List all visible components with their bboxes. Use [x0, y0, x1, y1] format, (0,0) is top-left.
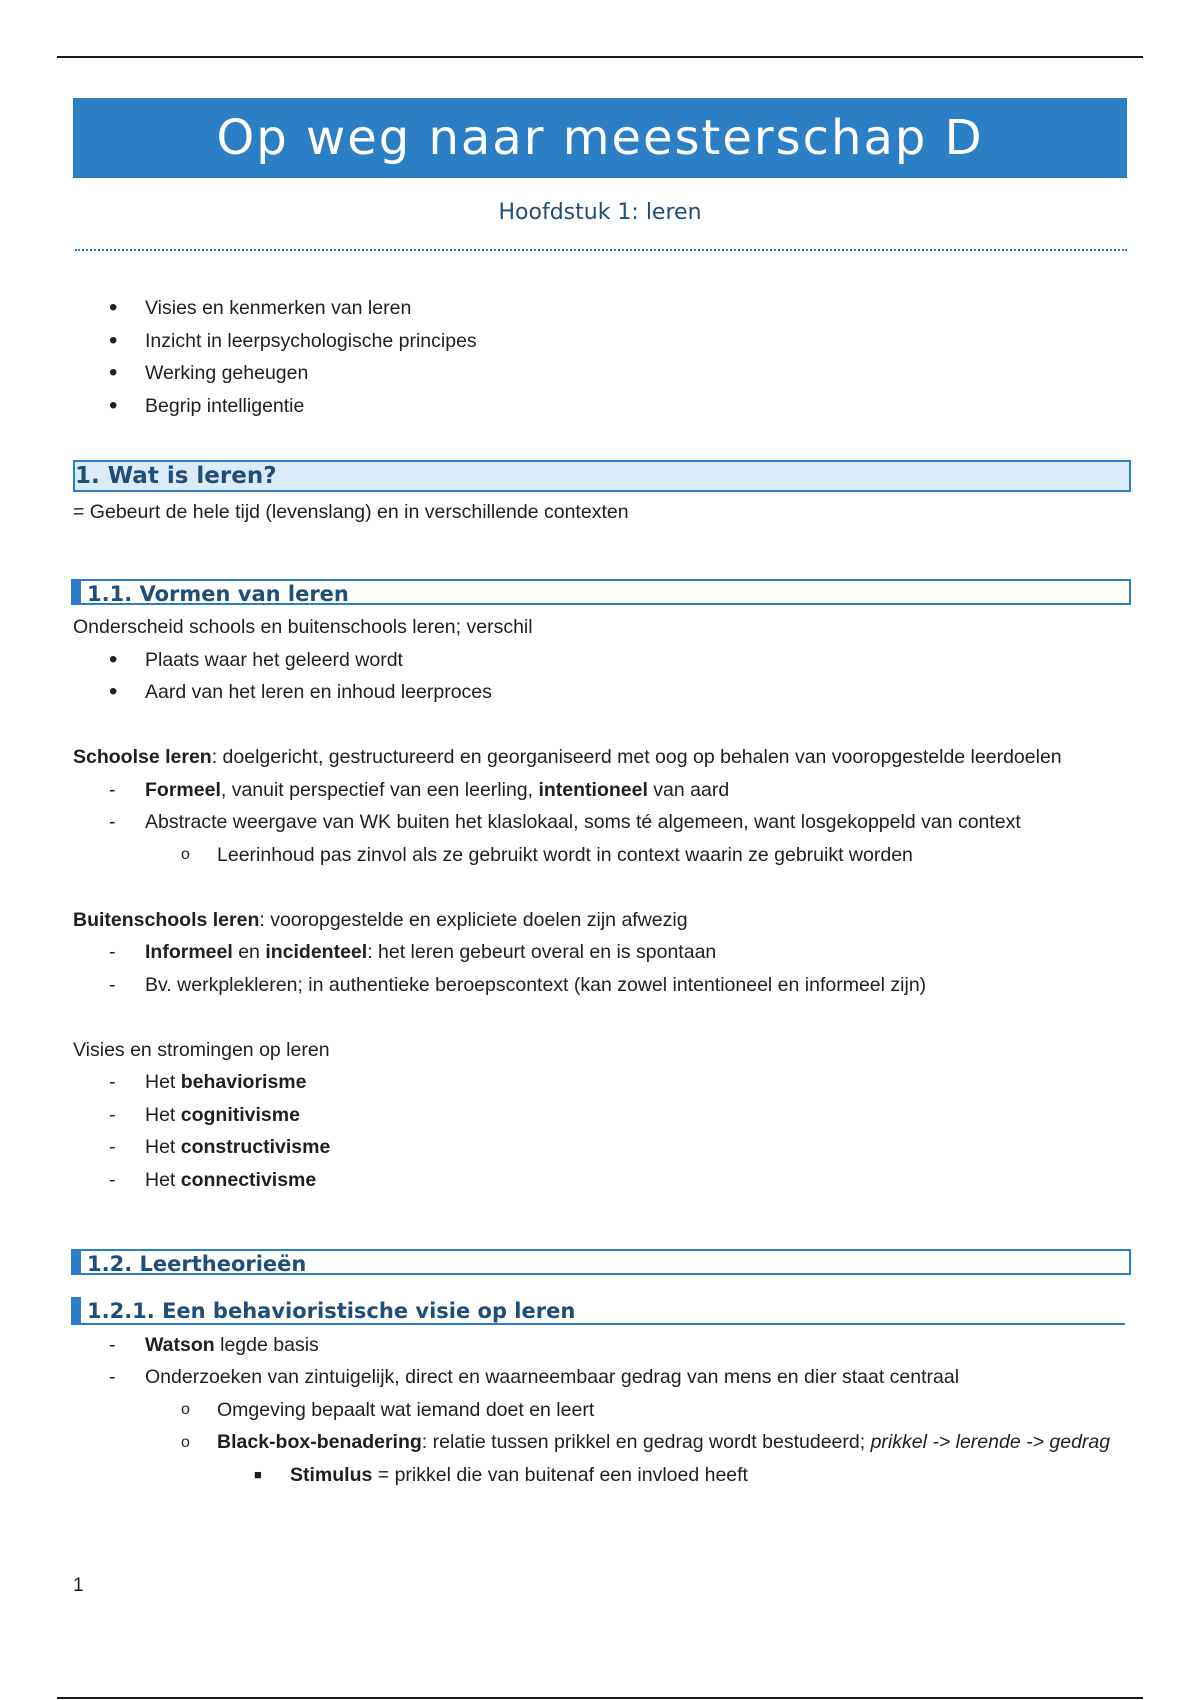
list-item: ■ Stimulus = prikkel die van buitenaf een invloed heeft: [73, 1459, 1133, 1492]
chapter-subtitle: Hoofdstuk 1: leren: [498, 200, 702, 225]
dash-icon: -: [109, 941, 116, 963]
visies-lead: Visies en stromingen op leren: [73, 1038, 330, 1061]
list-item: - Onderzoeken van zintuigelijk, direct en waarneembaar gedrag van mens en dier staat centraal: [73, 1361, 1133, 1394]
subtitle-divider: [75, 249, 1127, 251]
dash-icon: -: [109, 973, 116, 996]
page-number: 1: [73, 1575, 84, 1596]
bullet-icon: •: [109, 678, 118, 705]
document-body: [73, 292, 1133, 1492]
dash-icon: -: [109, 1333, 116, 1356]
dash-icon: -: [109, 1071, 116, 1093]
list-item: - Het constructivisme: [73, 1131, 1133, 1164]
document-title: Op weg naar meesterschap D: [73, 98, 1127, 178]
list-item: o Omgeving bepaalt wat iemand doet en leert: [73, 1394, 1133, 1427]
list-item: - Informeel en incidenteel: het leren gebeurt overal en is spontaan: [73, 936, 1133, 969]
bullet-icon: •: [109, 645, 118, 673]
dash-icon: -: [109, 1136, 116, 1158]
dash-icon: -: [109, 1168, 116, 1191]
page-top-rule: [57, 56, 1143, 58]
bullet-icon: •: [109, 359, 118, 386]
buitenschools-leren-definition: Buitenschools leren: vooropgestelde en expliciete doelen zijn afwezig: [73, 908, 688, 931]
dash-icon: -: [109, 1103, 116, 1126]
section-1-1-lead: Onderscheid schools en buitenschools leren; verschil: [73, 616, 533, 638]
dash-icon: -: [109, 778, 116, 801]
list-item: - Watson legde basis: [73, 1329, 1133, 1362]
section-heading-1-2: 1.2. Leertheorieën: [71, 1249, 1131, 1275]
schools-leren-definition: Schoolse leren: doelgericht, gestructureerd en georganiseerd met oog op behalen van vooropgestelde leerdoelen: [73, 746, 1062, 768]
list-item: • Plaats waar het geleerd wordt: [73, 644, 1133, 677]
dash-icon: -: [109, 811, 116, 833]
square-bullet-icon: ■: [254, 1467, 262, 1482]
list-item: • Inzicht in leerpsychologische principes: [73, 325, 1133, 358]
bullet-icon: •: [109, 294, 118, 321]
list-item: • Werking geheugen: [73, 357, 1133, 390]
page-bottom-rule: [57, 1697, 1143, 1699]
circle-bullet-icon: o: [181, 845, 190, 863]
bullet-icon: •: [109, 326, 118, 354]
circle-bullet-icon: o: [181, 1434, 190, 1451]
list-item: • Aard van het leren en inhoud leerproces: [73, 676, 1133, 709]
list-item: • Visies en kenmerken van leren: [73, 292, 1133, 325]
section-heading-1-1: 1.1. Vormen van leren: [71, 579, 1131, 605]
list-item: o Leerinhoud pas zinvol als ze gebruikt wordt in context waarin ze gebruikt worden: [73, 839, 1133, 872]
dash-icon: -: [109, 1366, 116, 1388]
list-item: - Het behaviorisme: [73, 1066, 1133, 1099]
section-heading-1-2-1: 1.2.1. Een behavioristische visie op leren: [71, 1297, 1125, 1325]
section-1-definition: = Gebeurt de hele tijd (levenslang) en in verschillende contexten: [73, 501, 629, 523]
list-item: - Abstracte weergave van WK buiten het klaslokaal, soms té algemeen, want losgekoppeld van context: [73, 806, 1133, 839]
list-item: - Het cognitivisme: [73, 1099, 1133, 1132]
bullet-icon: •: [109, 391, 118, 419]
list-item: o Black-box-benadering: relatie tussen prikkel en gedrag wordt bestudeerd; prikkel -> lerende -> gedrag: [73, 1426, 1133, 1459]
section-heading-1: 1. Wat is leren?: [73, 460, 1131, 492]
list-item: • Begrip intelligentie: [73, 390, 1133, 423]
list-item: - Bv. werkplekleren; in authentieke beroepscontext (kan zowel intentioneel en informeel zijn): [73, 969, 1133, 1002]
list-item: - Het connectivisme: [73, 1164, 1133, 1197]
list-item: - Formeel, vanuit perspectief van een leerling, intentioneel van aard: [73, 774, 1133, 807]
circle-bullet-icon: o: [181, 1400, 190, 1418]
